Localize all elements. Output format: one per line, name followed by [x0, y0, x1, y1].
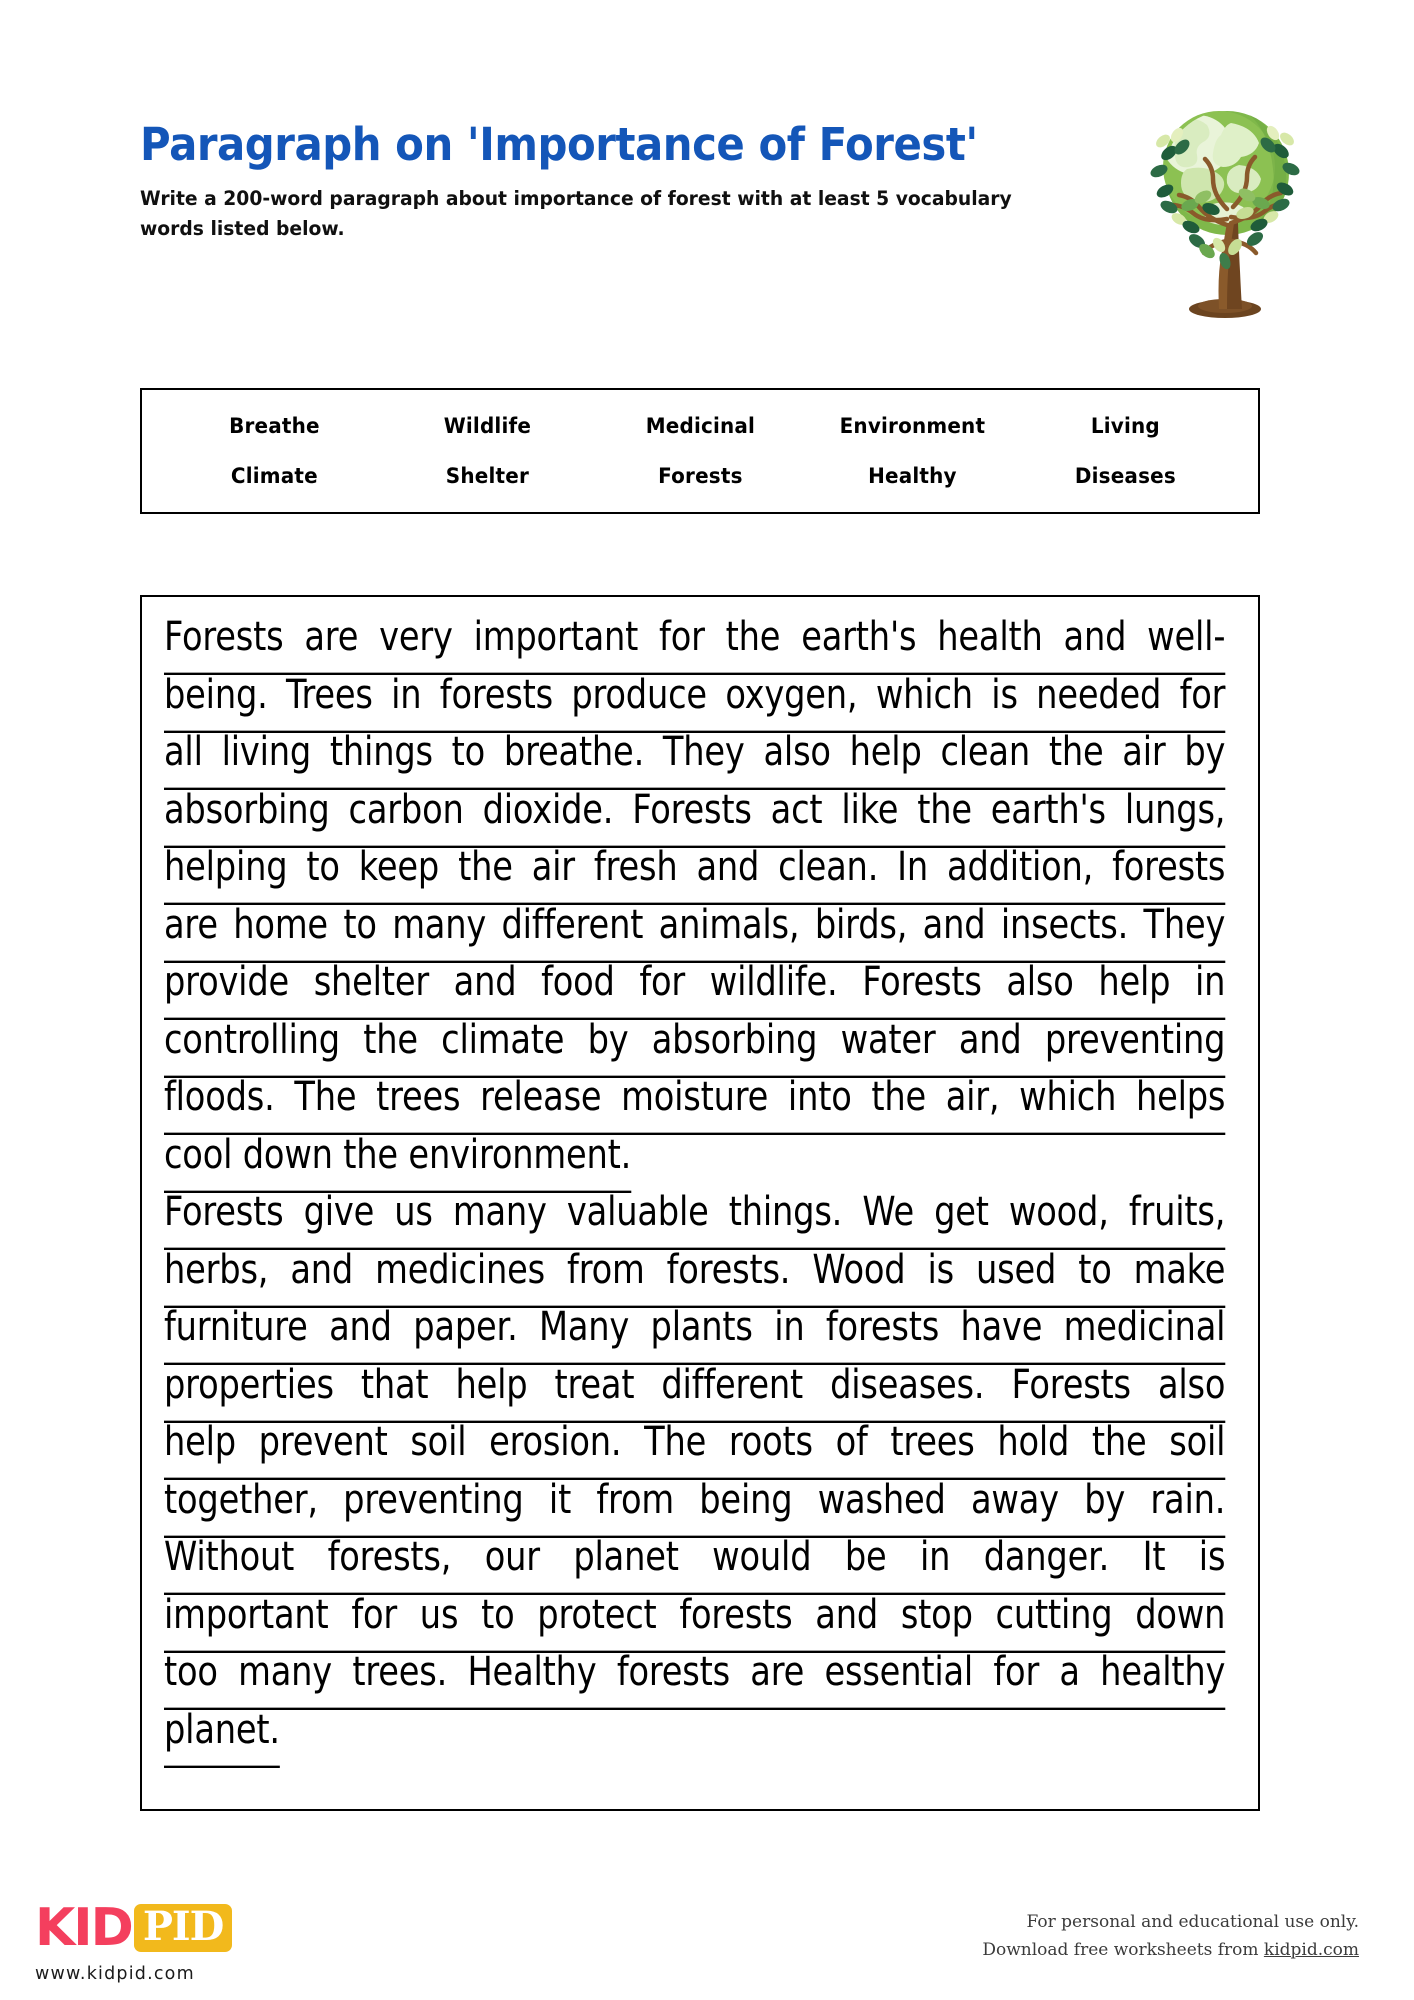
kidpid-logo [35, 1898, 365, 1984]
logo-pid-badge [134, 1904, 232, 1952]
answer-line [164, 1706, 1236, 1768]
vocabulary-row [168, 401, 1232, 451]
answer-line-text: Without forests, our planet would be in danger. It is [164, 1527, 1225, 1595]
vocabulary-word: Climate [230, 464, 318, 488]
footer-note-prefix: Download free worksheets from [982, 1940, 1264, 1961]
worksheet-header [140, 120, 1150, 244]
answer-line-text: provide shelter and food for wildlife. Forests also help in [164, 952, 1225, 1020]
page-title: Paragraph on 'Importance of Forest' [140, 118, 978, 171]
footer-note-line-2 [982, 1936, 1359, 1964]
vocabulary-word: Environment [840, 414, 986, 438]
answer-line-text: properties that help treat different diseases. Forests also [164, 1354, 1225, 1422]
logo-pid-text: PID [142, 1903, 224, 1950]
answer-line-text: are home to many different animals, birds, and insects. They [164, 894, 1225, 962]
answer-line-text: floods. The trees release moisture into the air, which helps [164, 1067, 1225, 1135]
globe-tree-illustration [1135, 95, 1315, 320]
footer-note [982, 1908, 1359, 1964]
answer-line-text: Forests are very important for the earth's health and well- [164, 607, 1225, 675]
vocabulary-box [140, 388, 1260, 514]
vocabulary-word: Shelter [445, 464, 529, 488]
vocabulary-word: Breathe [229, 414, 320, 438]
answer-writing-box[interactable] [140, 595, 1260, 1811]
kidpid-link[interactable]: kidpid.com [1263, 1940, 1359, 1961]
vocabulary-word: Forests [657, 464, 743, 488]
answer-line-text: planet. [164, 1699, 280, 1767]
answer-line-text: controlling the climate by absorbing water and preventing [164, 1009, 1225, 1077]
handwritten-answer [164, 613, 1236, 1767]
answer-line-text: absorbing carbon dioxide. Forests act like the earth's lungs, [164, 779, 1225, 847]
answer-line-text: important for us to protect forests and stop cutting down [164, 1584, 1225, 1652]
answer-line-text: furniture and paper. Many plants in forests have medicinal [164, 1297, 1225, 1365]
vocabulary-word: Wildlife [443, 414, 531, 438]
answer-line-text: all living things to breathe. They also help clean the air by [164, 722, 1225, 790]
footer-note-line-1: For personal and educational use only. [1026, 1912, 1359, 1932]
vocabulary-word: Diseases [1075, 464, 1177, 488]
answer-line-text: together, preventing it from being washed away by rain. [164, 1469, 1225, 1537]
answer-line-text: too many trees. Healthy forests are essential for a healthy [164, 1642, 1225, 1710]
answer-line-text: Forests give us many valuable things. We get wood, fruits, [164, 1182, 1225, 1250]
logo-kid-text: KID [35, 1898, 132, 1958]
answer-line [164, 1648, 1236, 1710]
answer-line-text: helping to keep the air fresh and clean. In addition, forests [164, 837, 1225, 905]
vocabulary-word: Healthy [868, 464, 958, 488]
answer-line-text: help prevent soil erosion. The roots of trees hold the soil [164, 1412, 1225, 1480]
vocabulary-word: Living [1091, 414, 1161, 438]
vocabulary-word: Medicinal [645, 414, 755, 438]
logo-website-url: www.kidpid.com [35, 1964, 195, 1984]
answer-line-text: cool down the environment. [164, 1124, 631, 1192]
answer-line-text: being. Trees in forests produce oxygen, which is needed for [164, 664, 1225, 732]
worksheet-instructions: Write a 200-word paragraph about importance of forest with at least 5 vocabulary words listed below. [140, 186, 1012, 240]
answer-line-text: herbs, and medicines from forests. Wood is used to make [164, 1239, 1225, 1307]
vocabulary-row [168, 451, 1232, 501]
